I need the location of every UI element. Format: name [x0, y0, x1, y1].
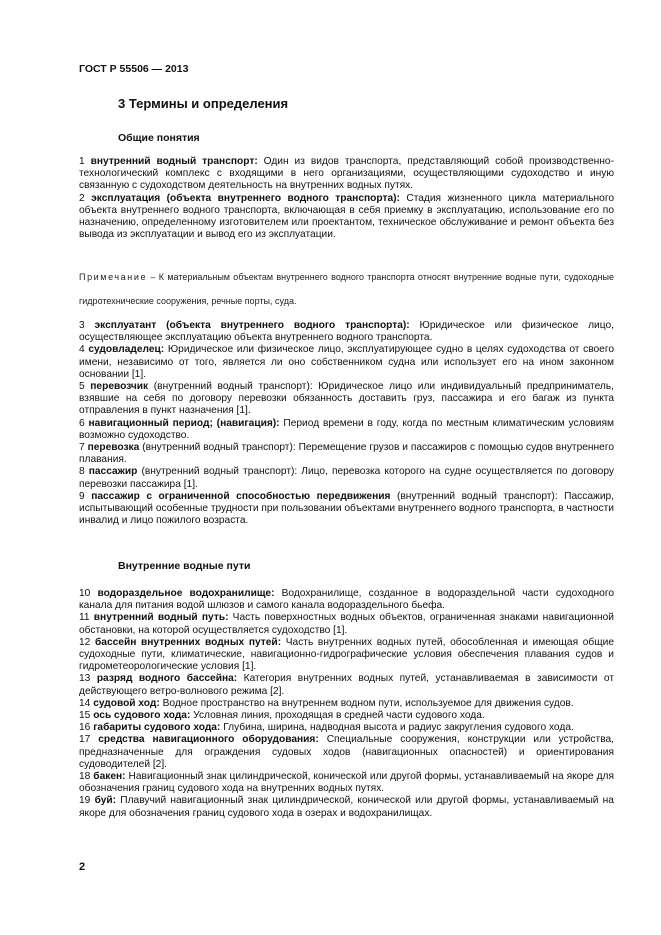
term-number: 2: [79, 192, 85, 204]
term-name: буй:: [94, 795, 117, 807]
term-name: перевозчик: [90, 381, 149, 393]
term-entry: [79, 771, 614, 795]
term-name: ось судового хода:: [93, 710, 191, 722]
term-number: 8: [79, 466, 85, 478]
term-definition: Юридическое или физическое лицо, осуществляющее эксплуатацию объекта внутреннего водного транспорта.: [79, 320, 614, 344]
term-entry: [79, 673, 614, 697]
term-number: 14: [79, 697, 91, 709]
terms-group-general-1: [79, 156, 614, 241]
subsection-title-general: Общие понятия: [118, 132, 200, 144]
term-name: перевозка: [87, 442, 140, 454]
term-definition: Часть поверхностных водных объектов, ограниченная знаками навигационной обстановки, на которой осуществляется судоходство [1].: [79, 612, 614, 636]
term-definition: Водохранилище, созданное в водораздельной части судоходного канала для питания водой шлюзов и самого канала водораздельного бьефа.: [79, 588, 614, 612]
term-entry: [79, 491, 614, 528]
term-definition: Специальные сооружения, конструкции или устройства, предназначенные для ограждения судовых ходов (навигационных опасностей) и ориентирования судоводителей [2].: [79, 734, 614, 770]
term-entry: [79, 442, 614, 466]
note-text: – К материальным объектам внутреннего водного транспорта относят внутренние водные пути, судоходные гидротехнические сооружения, речные порты, суда.: [79, 272, 614, 306]
term-name: внутренний водный путь:: [93, 612, 229, 624]
term-name: разряд водного бассейна:: [96, 673, 238, 685]
term-name: судовладелец:: [88, 344, 165, 356]
term-entry: [79, 156, 614, 193]
term-number: 7: [79, 442, 85, 454]
term-name: водораздельное водохранилище:: [97, 588, 275, 599]
term-entry: [79, 344, 614, 381]
term-name: габариты судового хода:: [93, 722, 221, 734]
term-number: 11: [79, 612, 90, 624]
term-entry: [79, 381, 614, 418]
section-title: 3 Термины и определения: [118, 96, 289, 111]
term-entry: [79, 722, 614, 734]
term-number: 1: [79, 156, 85, 167]
term-definition: (внутренний водный транспорт): Перемещение грузов и пассажиров с помощью судов внутреннего плавания.: [79, 442, 614, 466]
page-number: 2: [79, 861, 86, 873]
term-name: средства навигационного оборудования:: [98, 734, 319, 746]
term-name: бассейн внутренних водных путей:: [95, 636, 282, 648]
terms-group-general-2: [79, 320, 614, 527]
term-entry: [79, 795, 614, 819]
term-name: внутренний водный транспорт:: [90, 156, 258, 167]
term-entry: [79, 734, 614, 771]
term-definition: Юридическое или физическое лицо, эксплуатирующее судно в целях судоходства от своего имени, независимо от того, является ли оно собственником судна или использует его на ином законном основании [1].: [79, 344, 614, 380]
term-number: 6: [79, 417, 85, 429]
term-name: эксплуатант (объекта внутреннего водного транспорта):: [94, 320, 410, 331]
term-entry: [79, 698, 614, 710]
term-name: бакен:: [93, 771, 126, 783]
term-definition: Стадия жизненного цикла материального объекта внутреннего водного транспорта, включающая в себя приемку в эксплуатацию, использование его по назначению, определенному изготовителем или проектантом, техническое обслуживание и ремонт объекта без вывода из эксплуатации и вывод его из эксплуатации.: [79, 192, 614, 241]
term-definition: Глубина, ширина, надводная высота и радиус закругления судового хода.: [220, 722, 574, 734]
term-number: 4: [79, 344, 85, 356]
term-definition: (внутренний водный транспорт): Пассажир, испытывающий особенные трудности при пользовании объектами внутреннего водного транспорта, в частности инвалид и лицо пожилого возраста.: [79, 490, 615, 527]
term-number: 17: [79, 734, 91, 746]
term-entry: [79, 710, 614, 722]
term-number: 12: [79, 636, 91, 648]
term-entry: [79, 418, 614, 442]
term-entry: [79, 588, 614, 612]
document-header: ГОСТ Р 55506 — 2013: [79, 63, 189, 75]
terms-group-waterways: [79, 588, 614, 820]
term-definition: Часть внутренних водных путей, обособленная и имеющая общие судоходные пути, климатические, навигационно-гидрографические условия обеспечения плавания судов и гидрометеорологические условия [1].: [79, 636, 614, 673]
term-definition: (внутренний водный транспорт): Лицо, перевозка которого на судне осуществляется по договору перевозки пассажира [1].: [79, 466, 614, 490]
term-number: 9: [79, 490, 85, 502]
term-number: 18: [79, 771, 91, 783]
term-definition: Плавучий навигационный знак цилиндрической, конической или другой формы, устанавливаемый на якоре для обозначения границ судового хода в озерах и водохранилищах.: [79, 795, 614, 819]
term-name: пассажир с ограниченной способностью передвижения: [91, 490, 391, 502]
term-definition: Один из видов транспорта, представляющий собой производственно-технологический комплекс с входящими в него организациями, осуществляющими судоходство и иную связанную с судоходством деятельность на внутренних водных путях.: [79, 156, 614, 192]
term-entry: [79, 637, 614, 674]
term-number: 15: [79, 710, 91, 722]
term-name: пассажир: [88, 466, 138, 478]
term-number: 3: [79, 320, 85, 331]
term-entry: [79, 612, 614, 636]
term-entry: [79, 466, 614, 490]
term-entry: [79, 320, 614, 344]
subsection-title-waterways: Внутренние водные пути: [118, 560, 251, 572]
term-definition: Категория внутренних водных путей, устанавливаемая в зависимости от действующего ветро-волнового режима [2].: [79, 673, 614, 697]
term-name: судовой ход:: [93, 697, 160, 709]
term-name: эксплуатация (объекта внутреннего водного транспорта):: [91, 192, 400, 204]
note-label: Примечание: [79, 272, 148, 282]
term-entry: [79, 193, 614, 242]
term-number: 19: [79, 795, 91, 807]
note-block: [79, 265, 614, 313]
term-definition: Условная линия, проходящая в средней части судового хода.: [190, 710, 485, 722]
term-name: навигационный период; (навигация):: [88, 417, 280, 429]
term-number: 13: [79, 673, 91, 685]
term-number: 16: [79, 722, 91, 734]
term-definition: (внутренний водный транспорт): Юридическое лицо или индивидуальный предприниматель, взявшие на себя по договору перевозки обязанность доставить груз, пассажира и его багаж из пункта отправления в пункт назначения [1].: [79, 381, 614, 417]
note-paragraph: [79, 265, 614, 313]
term-definition: Водное пространство на внутреннем водном пути, используемое для движения судов.: [159, 697, 574, 709]
term-definition: Период времени в году, когда по местным климатическим условиям возможно судоходство.: [79, 417, 614, 441]
term-number: 10: [79, 588, 91, 599]
term-number: 5: [79, 381, 85, 393]
term-definition: Навигационный знак цилиндрической, конической или другой формы, устанавливаемый на якоре для обозначения границ судового хода на внутренних водных путях.: [79, 771, 614, 795]
